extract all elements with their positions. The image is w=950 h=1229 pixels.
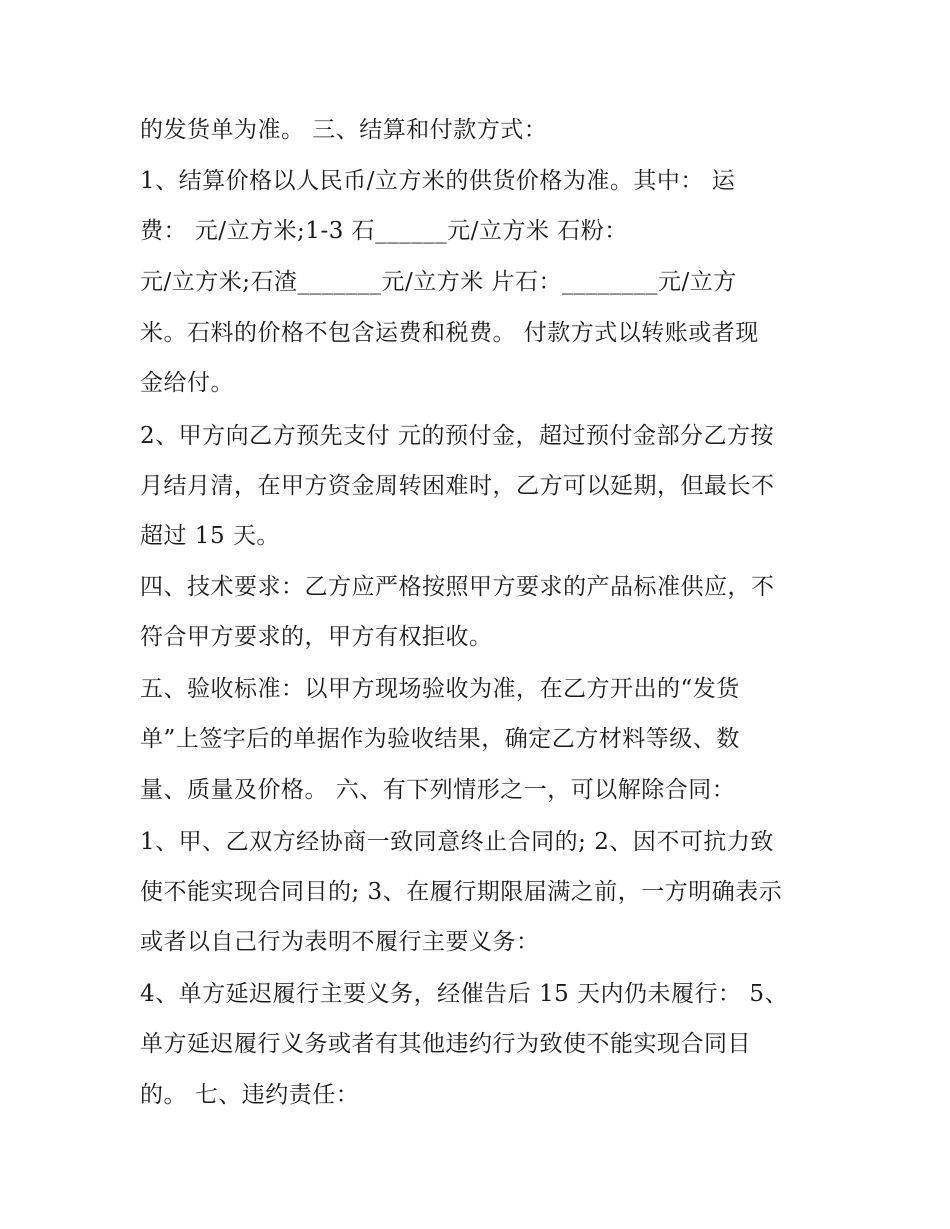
text-line: 4、单方延迟履行主要义务，经催告后 15 天内仍未履行： 5、 [140, 981, 788, 1007]
text-line: 量、质量及价格。 六、有下列情形之一，可以解除合同： [140, 777, 736, 803]
text-line: 使不能实现合同目的; 3、在履行期限届满之前，一方明确表示 [140, 879, 783, 905]
text-line: 费： 元/立方米;1-3 石______元/立方米 石粉： [140, 218, 628, 244]
text-line: 2、甲方向乙方预先支付 元的预付金，超过预付金部分乙方按 [140, 423, 774, 449]
text-line: 月结月清，在甲方资金周转困难时，乙方可以延期，但最长不 [140, 473, 775, 499]
text-line: 五、验收标准：以甲方现场验收为准，在乙方开出的“发货 [140, 676, 740, 702]
text-line: 单”上签字后的单据作为验收结果，确定乙方材料等级、数 [140, 726, 740, 752]
text-line: 金给付。 [140, 370, 234, 396]
text-line: 或者以自己行为表明不履行主要义务： [140, 929, 540, 955]
text-line: 符合甲方要求的，甲方有权拒收。 [140, 624, 493, 650]
text-line: 米。石料的价格不包含运费和税费。 付款方式以转账或者现 [140, 320, 759, 346]
text-line: 单方延迟履行义务或者有其他违约行为致使不能实现合同目 [140, 1031, 751, 1057]
text-line: 1、甲、乙双方经协商一致同意终止合同的; 2、因不可抗力致 [140, 829, 774, 855]
text-line: 超过 15 天。 [140, 523, 280, 549]
text-line: 的。 七、违约责任： [140, 1082, 360, 1108]
text-line: 四、技术要求：乙方应严格按照甲方要求的产品标准供应，不 [140, 574, 775, 600]
text-line: 的发货单为准。 三、结算和付款方式： [140, 117, 548, 143]
text-line: 元/立方米;石渣_______元/立方米 片石：________元/立方 [140, 269, 737, 295]
text-line: 1、结算价格以人民币/立方米的供货价格为准。其中： 运 [140, 168, 736, 194]
